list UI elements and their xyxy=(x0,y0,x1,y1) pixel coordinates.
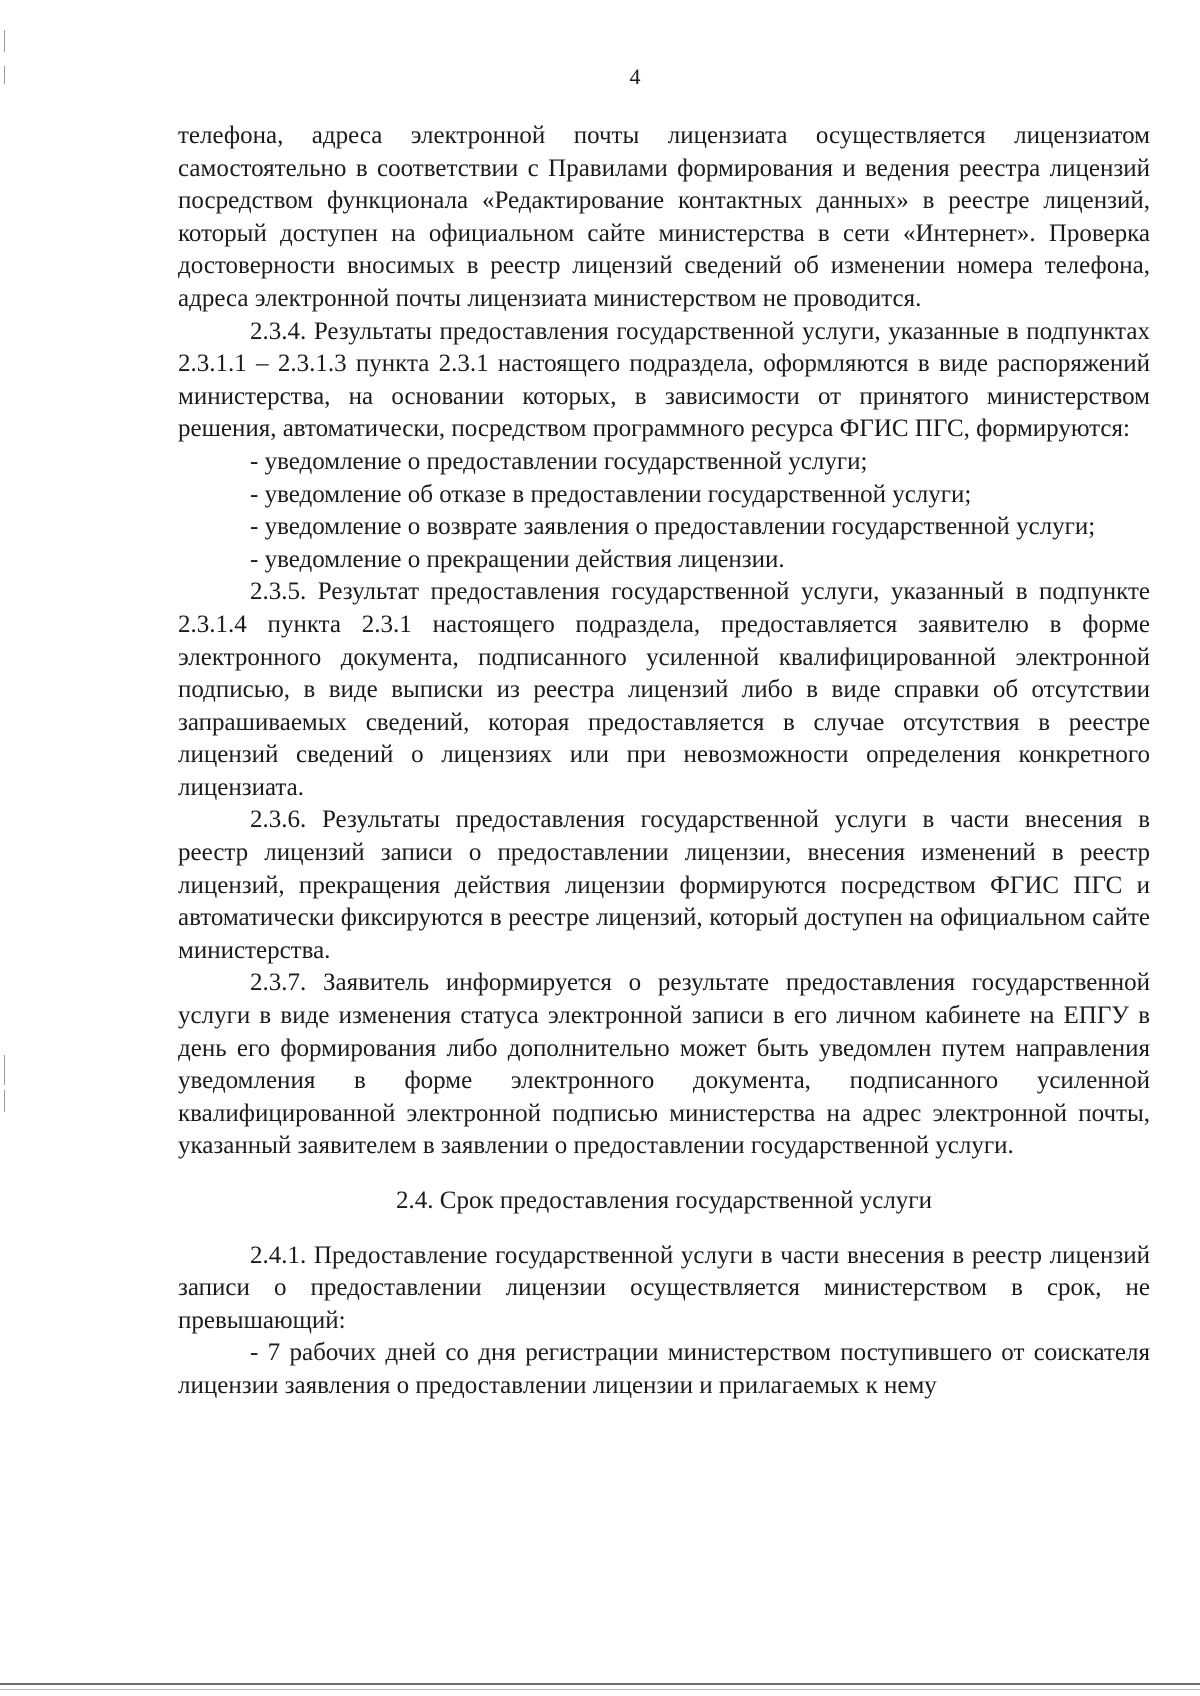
list-item-notice-return: - уведомление о возврате заявления о предоставлении государственной услуги; xyxy=(250,513,1096,541)
paragraph-2-3-7: 2.3.7. Заявитель информируется о результате предоставления государственной услуги в виде изменения статуса электронной записи в его личном кабинете на ЕПГУ в день его формирования либо дополнительно может быть уведомлен путем направления уведомления в форме электронного документа, подписанного усиленной квалифицированной электронной подписью министерства на адрес электронной почты, указанный заявителем в заявлении о предоставлении государственной услуги. xyxy=(178,969,1150,1160)
page-bottom-edge xyxy=(0,1689,1200,1690)
page-number: 4 xyxy=(629,64,641,89)
paragraph-2-4-1: 2.4.1. Предоставление государственной услуги в части внесения в реестр лицензий записи о предоставлении лицензии осуществляется министерством в срок, не превышающий: xyxy=(178,1241,1150,1334)
paragraph-2-3-5: 2.3.5. Результат предоставления государственной услуги, указанный в подпункте 2.3.1.4 пункта 2.3.1 настоящего подраздела, предоставляется заявителю в форме электронного документа, подписанного усиленной квалифицированной электронной подписью, в виде выписки из реестра лицензий либо в виде справки об отсутствии запрашиваемых сведений, которая предоставляется в случае отсутствия в реестре лицензий сведений о лицензиях или при невозможности определения конкретного лицензиата. xyxy=(178,578,1150,801)
scan-margin-mark xyxy=(4,1090,5,1112)
list-item-notice-provision: - уведомление о предоставлении государственной услуги; xyxy=(250,447,868,475)
paragraph-2-3-4: 2.3.4. Результаты предоставления государственной услуги, указанные в подпунктах 2.3.1.1 – 2.3.1.3 пункта 2.3.1 настоящего подраздела, оформляются в виде распоряжений министерства, на основании которых, в зависимости от принятого министерством решения, автоматически, посредством программного ресурса ФГИС ПГС, формируются: xyxy=(178,317,1150,443)
paragraph-2-3-6: 2.3.6. Результаты предоставления государственной услуги в части внесения в реестр лицензий записи о предоставлении лицензии, внесения изменений в реестр лицензий, прекращения действия лицензии формируются посредством ФГИС ПГС и автоматически фиксируются в реестре лицензий, который доступен на официальном сайте министерства. xyxy=(178,806,1150,964)
scan-margin-mark xyxy=(4,30,5,52)
list-item-7-days: - 7 рабочих дней со дня регистрации министерством поступившего от соискателя лицензии заявления о предоставлении лицензии и прилагаемых к нему xyxy=(178,1339,1150,1399)
document-body xyxy=(178,120,1150,1403)
list-item-notice-termination: - уведомление о прекращении действия лицензии. xyxy=(250,545,785,573)
list-item-notice-refusal: - уведомление об отказе в предоставлении государственной услуги; xyxy=(250,480,972,508)
scan-margin-mark xyxy=(4,1055,5,1085)
scan-margin-mark xyxy=(4,66,5,84)
page-bottom-edge xyxy=(0,1683,1200,1685)
section-heading-2-4: 2.4. Срок предоставления государственной услуги xyxy=(396,1187,932,1214)
paragraph-continuation: телефона, адреса электронной почты лицензиата осуществляется лицензиатом самостоятельно в соответствии с Правилами формирования и ведения реестра лицензий посредством функционала «Редактирование контактных данных» в реестре лицензий, который доступен на официальном сайте министерства в сети «Интернет». Проверка достоверности вносимых в реестр лицензий сведений об изменении номера телефона, адреса электронной почты лицензиата министерством не проводится. xyxy=(178,122,1150,312)
